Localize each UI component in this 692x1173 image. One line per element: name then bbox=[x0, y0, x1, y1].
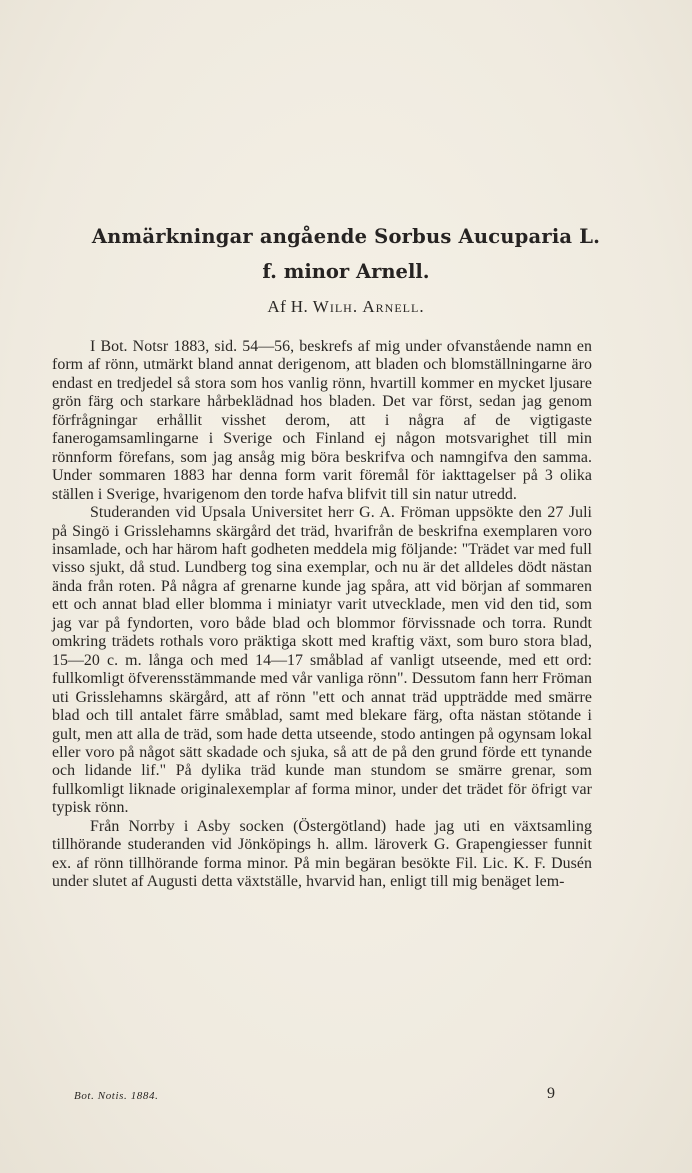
title-line-2: f. minor Arnell. bbox=[262, 260, 430, 283]
paragraph-3: Från Norrby i Asby socken (Östergötland) hade jag uti en växtsamling tillhörande studeranden vid Jönköpings h. allm. läroverk G. Grapengiesser funnit ex. af rönn tillhörande forma minor. På min begäran besökte Fil. Lic. K. F. Dusén under slutet af Augusti detta växtställe, hvarvid han, enligt till mig benäget lem- bbox=[52, 817, 592, 891]
page-number: 9 bbox=[547, 1085, 555, 1102]
paragraph-2: Studeranden vid Upsala Universitet herr G. A. Fröman uppsökte den 27 Juli på Singö i Grisslehamns skärgård det träd, hvarifrån de beskrifna exemplaren voro insamlade, och har härom haft godheten meddela mig följande: "Trädet var med full visso sjukt, då stud. Lundberg tog sina exemplar, och nu är det alldeles dödt nästan ända från roten. På några af grenarne kunde jag spåra, att vid början af sommaren ett och annat blad eller blomma i miniatyr varit utvecklade, men vid den tid, som jag var på fyndorten, voro både blad och blommor förvissnade och torra. Rundt omkring trädets rothals voro präktiga skott med kraftig växt, som buro stora blad, 15—20 c. m. långa och med 14—17 småblad af vanligt utseende, med ett ord: fullkomligt öfverensstämmande med vår vanliga rönn". Dessutom fann herr Fröman uti Grisslehamns skärgård, att af rönn "ett och annat träd uppträdde med smärre blad och till antalet färre småblad, samt med blekare färg, ofta nästan stötande i gult, men att alla de träd, som hade detta utseende, stodo antingen på ogynsam lokal eller voro på något sätt skadade och sjuka, så att de på den grund förde ett tynande och lidande lif." På dylika träd kunde man stundom se smärre grenar, som fullkomligt liknade originalexemplar af forma minor, under det trädet för öfrigt var typisk rönn. bbox=[52, 504, 592, 817]
page-footer bbox=[74, 1086, 574, 1104]
title-line-1: Anmärkningar angående Sorbus Aucuparia L. bbox=[91, 225, 601, 248]
body-text bbox=[52, 338, 592, 892]
journal-citation: Bot. Notis. 1884. bbox=[74, 1090, 159, 1102]
author-line bbox=[0, 297, 692, 317]
author-prefix: Af H. bbox=[267, 297, 313, 316]
paragraph-1: I Bot. Notsr 1883, sid. 54—56, beskrefs af mig under ofvanstående namn en form af rönn, utmärkt bland annat derigenom, att bladen och blomställningarne äro endast en tredjedel så stora som hos vanlig rönn, hvartill kommer en mycket ljusare grön färg och starkare hårbeklädnad hos bladen. Det var först, sedan jag genom förfrågningar erhållit visshet derom, att i några af de vigtigaste fanerogamsamlingarne i Sverige och Finland ej någon motsvarighet till min rönnform förefans, som jag ansåg mig böra beskrifva och namngifva den samma. Under sommaren 1883 har denna form varit föremål för iakttagelser på 3 olika ställen i Sverige, hvarigenom den torde hafva blifvit till sin natur utredd. bbox=[52, 338, 592, 503]
author-name: Wilh. Arnell. bbox=[312, 297, 425, 316]
